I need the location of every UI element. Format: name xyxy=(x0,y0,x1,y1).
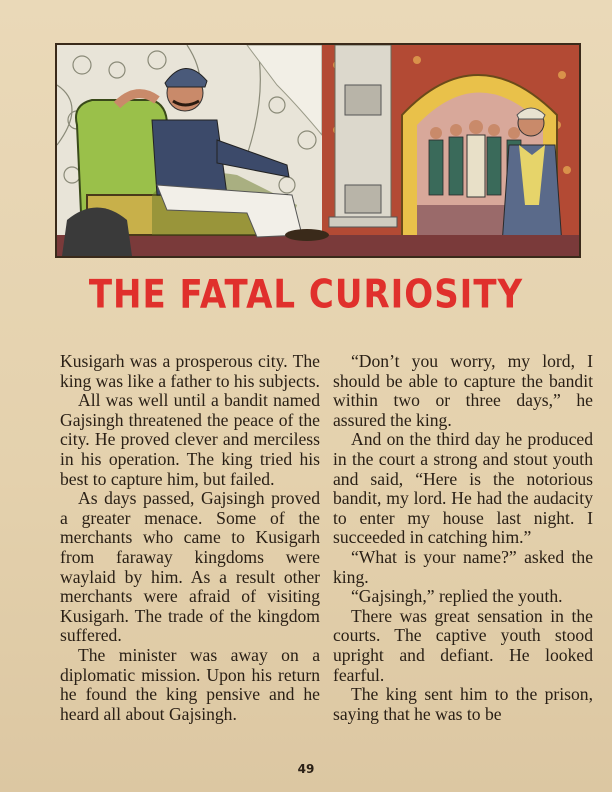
paragraph: “What is your name?” asked the king. xyxy=(333,546,593,587)
right-column xyxy=(333,352,593,724)
left-column xyxy=(60,352,320,724)
paragraph: “Don’t you worry, my lord, I should be able to capture the bandit within two or three days,” he assured the king. xyxy=(333,351,593,430)
paragraph: As days passed, Gajsingh proved a greater menace. Some of the merchants who came to Kusigarh from faraway kingdoms were waylaid by him. As a result other merchants were afraid of visiting Kusigarh. The trade of the kingdom suffered. xyxy=(60,488,320,646)
page-number: 49 xyxy=(297,762,315,776)
royal-court-scene xyxy=(57,45,579,256)
paragraph: Kusigarh was a prosperous city. The king was like a father to his subjects. xyxy=(60,351,320,391)
paragraph: There was great sensation in the courts. The captive youth stood upright and defiant. He looked fearful. xyxy=(333,605,593,685)
story-title: THE FATAL CURIOSITY xyxy=(88,272,524,318)
paragraph: The minister was away on a diplomatic mission. Upon his return he found the king pensive and he heard all about Gajsingh. xyxy=(60,644,320,724)
paragraph: And on the third day he produced in the court a strong and stout youth and said, “Here is the notorious bandit, my lord. He had the audacity to enter my house last night. I succeeded in catching him.” xyxy=(333,429,593,548)
paragraph: All was well until a bandit named Gajsingh threatened the peace of the city. He proved clever and merciless in his operation. The king tried his best to capture him, but failed. xyxy=(60,390,320,489)
paragraph: “Gajsingh,” replied the youth. xyxy=(351,586,563,607)
story-illustration xyxy=(55,43,581,258)
paragraph: The king sent him to the prison, saying that he was to be xyxy=(333,684,593,724)
